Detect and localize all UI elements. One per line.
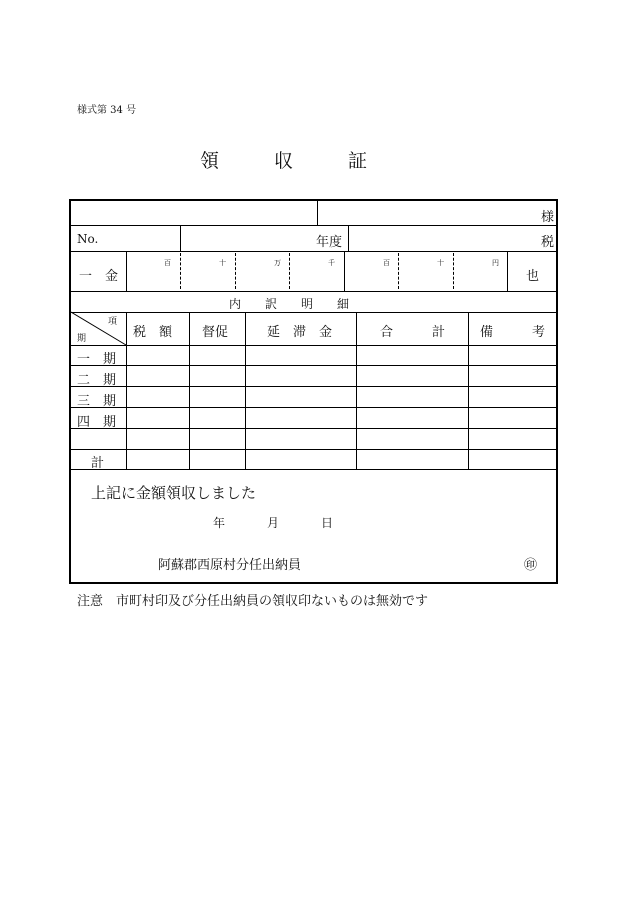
header-tax-amount: 税 額 xyxy=(133,325,173,340)
col-line xyxy=(189,312,190,469)
receipt-statement: 上記に金額領収しました xyxy=(91,484,257,502)
unit-label: 百 xyxy=(164,259,171,267)
digit-divider xyxy=(235,253,236,289)
col-line xyxy=(317,201,318,225)
col-line xyxy=(348,225,349,251)
row-line xyxy=(71,291,556,292)
receipt-frame xyxy=(69,199,558,584)
row-line xyxy=(71,225,556,226)
col-line xyxy=(356,312,357,469)
row-line xyxy=(71,345,556,346)
date-month: 月 xyxy=(267,516,280,530)
header-total: 合 計 xyxy=(380,325,446,340)
digit-divider xyxy=(453,253,454,289)
issuer: 阿蘇郡西原村分任出納員 xyxy=(158,558,302,573)
no-label: No. xyxy=(77,232,99,246)
corner-period-label: 期 xyxy=(77,334,87,344)
unit-label: 十 xyxy=(219,259,226,267)
digit-divider xyxy=(180,253,181,289)
sama-label: 様 xyxy=(541,210,555,225)
row-line xyxy=(71,428,556,429)
row-line xyxy=(71,449,556,450)
col-line xyxy=(507,251,508,291)
unit-label: 万 xyxy=(274,259,281,267)
col-line xyxy=(180,225,181,251)
col-line xyxy=(245,312,246,469)
row-line xyxy=(71,469,556,470)
unit-label: 十 xyxy=(437,259,444,267)
amount-label: 一 金 xyxy=(79,269,119,284)
date-day: 日 xyxy=(321,516,334,530)
col-line xyxy=(468,312,469,469)
breakdown-title: 内 訳 明 細 xyxy=(229,297,350,311)
row-label: 三 期 xyxy=(77,394,117,409)
unit-label: 百 xyxy=(383,259,390,267)
row-line xyxy=(71,365,556,366)
zei-label: 税 xyxy=(541,235,555,250)
header-late-fee: 延 滞 金 xyxy=(267,325,333,340)
corner-item-label: 項 xyxy=(108,317,118,327)
amount-suffix: 也 xyxy=(526,269,540,284)
row-line xyxy=(71,407,556,408)
digit-divider xyxy=(398,253,399,289)
nendo-label: 年度 xyxy=(316,235,343,250)
header-remarks: 備 考 xyxy=(480,325,546,340)
seal-icon: ㊞ xyxy=(524,558,538,573)
row-label: 二 期 xyxy=(77,373,117,388)
col-line xyxy=(344,251,345,291)
unit-label: 千 xyxy=(328,259,335,267)
row-label: 四 期 xyxy=(77,415,117,430)
unit-label: 円 xyxy=(492,259,499,267)
form-number: 様式第 34 号 xyxy=(77,105,137,116)
document-title: 領 収 証 xyxy=(200,150,386,172)
row-line xyxy=(71,312,556,313)
row-line xyxy=(71,251,556,252)
notice: 注意 市町村印及び分任出納員の領収印ないものは無効です xyxy=(77,594,429,609)
row-label: 一 期 xyxy=(77,352,117,367)
date-year: 年 xyxy=(213,516,226,530)
header-demand: 督促 xyxy=(202,325,229,340)
row-line xyxy=(71,386,556,387)
row-label-total: 計 xyxy=(91,456,105,471)
digit-divider xyxy=(289,253,290,289)
